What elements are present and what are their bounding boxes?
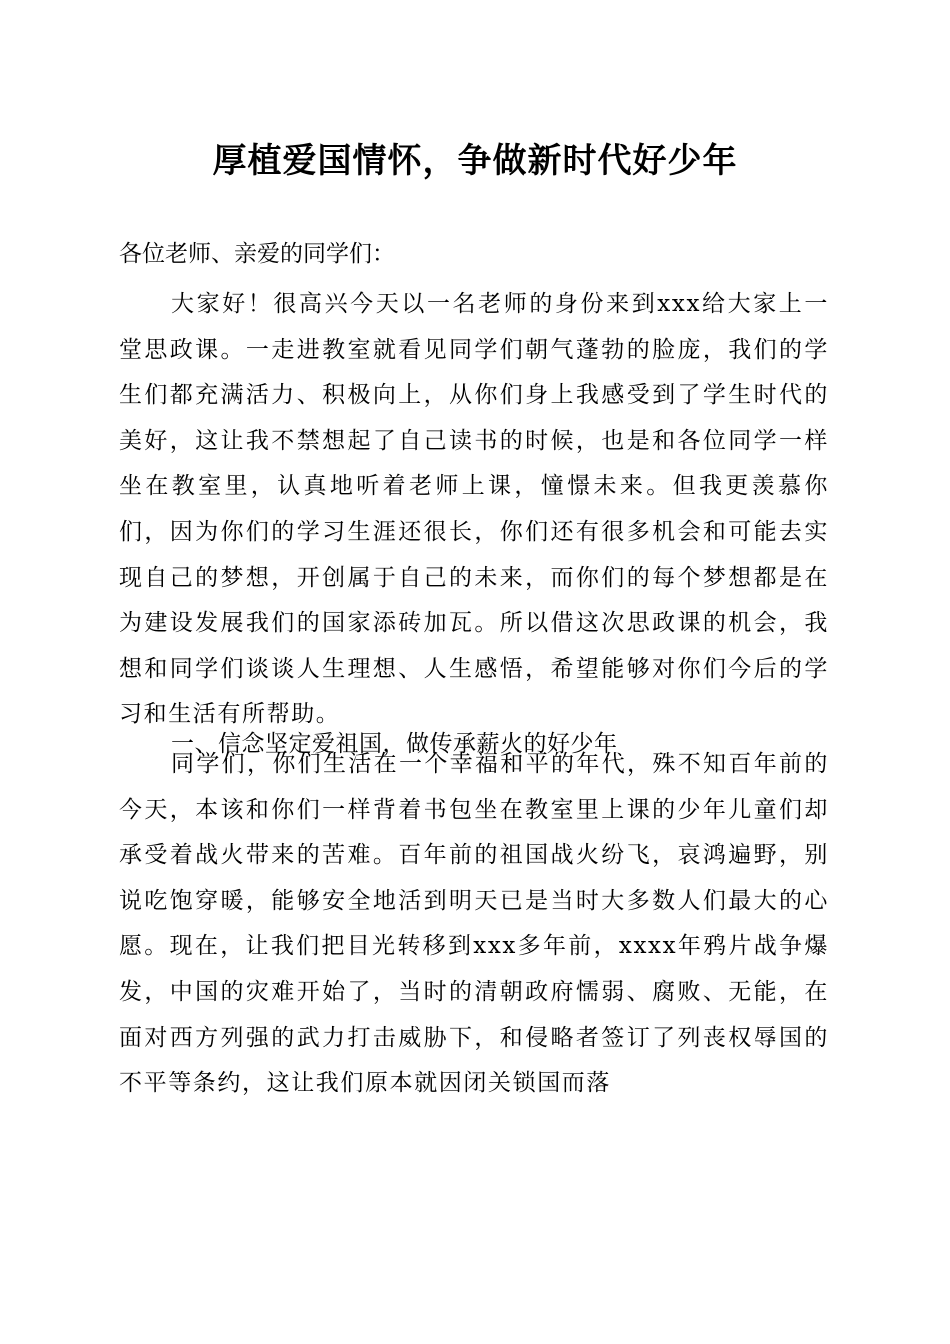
section-heading: 一、信念坚定爱祖国，做传承薪火的好少年 bbox=[171, 731, 618, 757]
document-title: 厚植爱国情怀，争做新时代好少年 bbox=[212, 141, 738, 181]
salutation: 各位老师、亲爱的同学们： bbox=[119, 241, 395, 267]
paragraph-section-one: 同学们，你们生活在一个幸福和平的年代，殊不知百年前的今天，本该和你们一样背着书包坐在教室里上课的少年儿童们却承受着战火带来的苦难。百年前的祖国战火纷飞，哀鸿遍野，别说吃饱穿暖，能够安全地活到明天已是当时大多数人们最大的心愿。现在，让我们把目光转移到xxx多年前，xxxx年鸦片战争爆发，中国的灾难开始了，当时的清朝政府懦弱、腐败、无能，在面对西方列强的武力打击威胁下，和侵略者签订了列丧权辱国的不平等条约，这让我们原本就因闭关锁国而落 bbox=[119, 751, 829, 1097]
paragraph-opening: 大家好！很高兴今天以一名老师的身份来到xxx给大家上一堂思政课。一走进教室就看见同学们朝气蓬勃的脸庞，我们的学生们都充满活力、积极向上，从你们身上我感受到了学生时代的美好，这让我不禁想起了自己读书的时候，也是和各位同学一样坐在教室里，认真地听着老师上课，憧憬未来。但我更羡慕你们，因为你们的学习生涯还很长，你们还有很多机会和可能去实现自己的梦想，开创属于自己的未来，而你们的每个梦想都是在为建设发展我们的国家添砖加瓦。所以借这次思政课的机会，我想和同学们谈谈人生理想、人生感悟，希望能够对你们今后的学习和生活有所帮助。 bbox=[119, 291, 829, 728]
